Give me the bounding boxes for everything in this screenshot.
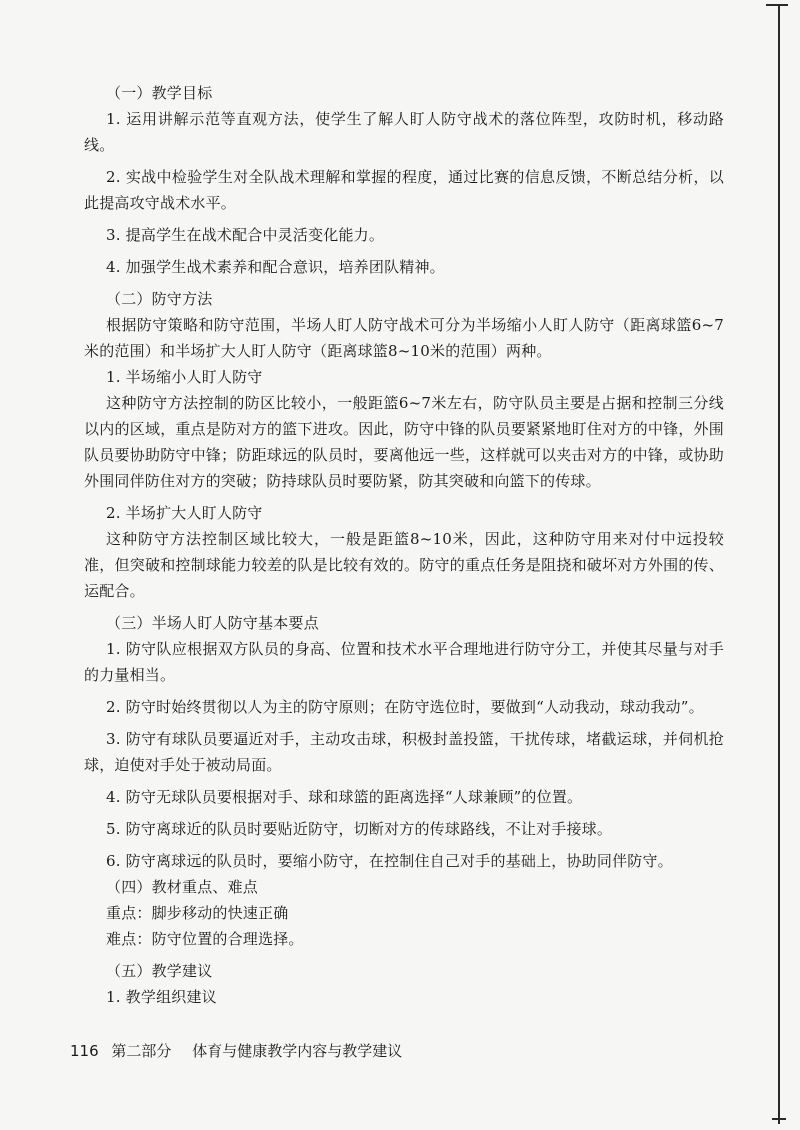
subsection-text-expand: 这种防守方法控制区域比较大，一般是距篮8~10米，因此，这种防守用来对付中远投较准，但突破和控制球能力较差的队是比较有效的。防守的重点任务是阻挠和破坏对方外围的传、运配合。 bbox=[84, 530, 724, 600]
key-point-item-6: 6. 防守离球远的队员时，要缩小防守，在控制住自己对手的基础上，协助同伴防守。 bbox=[106, 852, 673, 870]
binding-mark-bottom bbox=[772, 1118, 786, 1120]
key-point-item-4: 4. 防守无球队员要根据对手、球和球篮的距离选择“人球兼顾”的位置。 bbox=[106, 788, 583, 806]
focus-point: 重点：脚步移动的快速正确 bbox=[106, 904, 289, 922]
objective-item-1: 1. 运用讲解示范等直观方法，使学生了解人盯人防守战术的落位阵型，攻防时机，移动路线。 bbox=[84, 110, 724, 154]
subsection-title-expand: 2. 半场扩大人盯人防守 bbox=[106, 504, 263, 522]
section-heading-objectives: （一）教学目标 bbox=[106, 84, 213, 102]
key-point-item-3: 3. 防守有球队员要逼近对手，主动攻击球，积极封盖投篮，干扰传球，堵截运球，并伺机抢球，迫使对手处于被动局面。 bbox=[84, 730, 724, 774]
key-point-item-5: 5. 防守离球近的队员时要贴近防守，切断对方的传球路线，不让对手接球。 bbox=[106, 820, 613, 838]
binding-mark-top bbox=[766, 4, 788, 6]
section-heading-defense-methods: （二）防守方法 bbox=[106, 290, 213, 308]
page-footer bbox=[70, 1040, 402, 1061]
objective-item-2: 2. 实战中检验学生对全队战术理解和掌握的程度，通过比赛的信息反馈，不断总结分析，以此提高攻守战术水平。 bbox=[84, 168, 724, 212]
defense-methods-intro: 根据防守策略和防守范围，半场人盯人防守战术可分为半场缩小人盯人防守（距离球篮6~7米的范围）和半场扩大人盯人防守（距离球篮8~10米的范围）两种。 bbox=[84, 316, 724, 360]
document-body bbox=[84, 80, 724, 1010]
section-heading-key-points: （三）半场人盯人防守基本要点 bbox=[106, 614, 319, 632]
key-point-item-2: 2. 防守时始终贯彻以人为主的防守原则；在防守选位时，要做到“人动我动，球动我动”。 bbox=[106, 698, 704, 716]
subsection-text-shrink: 这种防守方法控制的防区比较小，一般距篮6~7米左右，防守队员主要是占据和控制三分线以内的区域，重点是防对方的篮下进攻。因此，防守中锋的队员要紧紧地盯住对方的中锋，外围队员要协助防守中锋；防距球远的队员时，要离他远一些，这样就可以夹击对方的中锋，或协助外围同伴防住对方的突破；防持球队员时要防紧，防其突破和向篮下的传球。 bbox=[84, 394, 724, 490]
binding-edge bbox=[778, 6, 780, 1124]
section-heading-focus-difficulty: （四）教材重点、难点 bbox=[106, 878, 259, 896]
difficulty-point: 难点：防守位置的合理选择。 bbox=[106, 930, 304, 948]
page-number: 116 bbox=[70, 1042, 99, 1060]
section-heading-teaching-suggestions: （五）教学建议 bbox=[106, 962, 213, 980]
objective-item-4: 4. 加强学生战术素养和配合意识，培养团队精神。 bbox=[106, 258, 445, 276]
key-point-item-1: 1. 防守队应根据双方队员的身高、位置和技术水平合理地进行防守分工，并使其尽量与对手的力量相当。 bbox=[84, 640, 724, 684]
footer-title: 体育与健康教学内容与教学建议 bbox=[192, 1042, 403, 1060]
suggestion-item-1: 1. 教学组织建议 bbox=[106, 988, 217, 1006]
footer-part-label: 第二部分 bbox=[111, 1042, 172, 1060]
objective-item-3: 3. 提高学生在战术配合中灵活变化能力。 bbox=[106, 226, 385, 244]
subsection-title-shrink: 1. 半场缩小人盯人防守 bbox=[106, 368, 263, 386]
